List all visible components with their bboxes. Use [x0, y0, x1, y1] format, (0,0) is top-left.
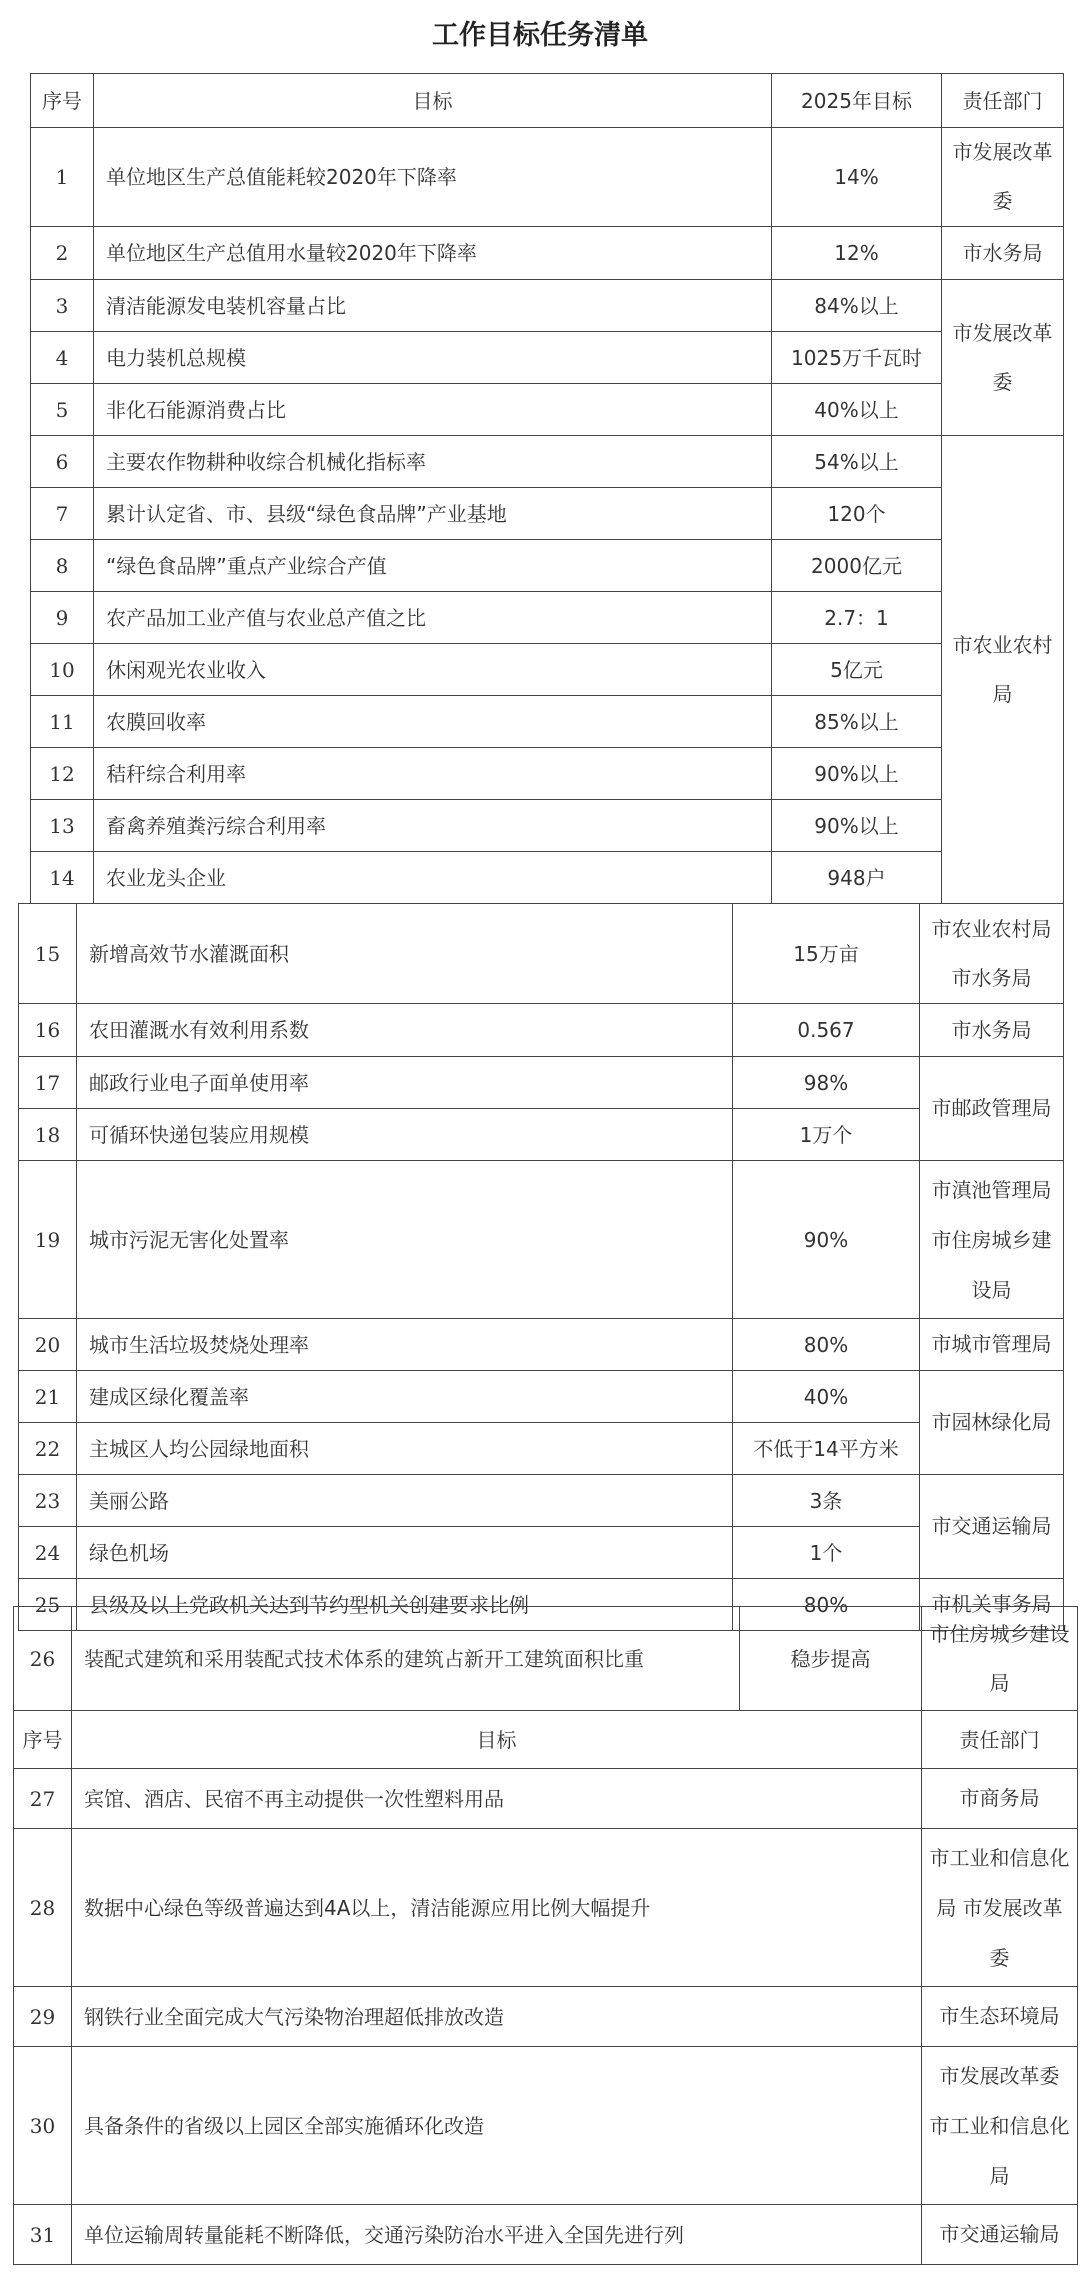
table-row — [19, 1319, 1064, 1371]
header-goal: 2025年目标 — [772, 74, 942, 128]
header2-no: 序号 — [14, 1711, 72, 1769]
row-goal: 12% — [772, 227, 942, 280]
table-row — [31, 800, 1064, 852]
row-target: 可循环快递包装应用规模 — [77, 1109, 733, 1161]
row-target: 单位运输周转量能耗不断降低，交通污染防治水平进入全国先进行列 — [72, 2205, 922, 2265]
row-no: 5 — [31, 384, 94, 436]
row-goal: 14% — [772, 128, 942, 227]
row-goal: 2000亿元 — [772, 540, 942, 592]
row-no: 19 — [19, 1161, 77, 1319]
row-goal: 84%以上 — [772, 280, 942, 332]
row-target: 城市污泥无害化处置率 — [77, 1161, 733, 1319]
row-goal: 90%以上 — [772, 800, 942, 852]
table-row — [31, 852, 1064, 904]
row-target: 畜禽养殖粪污综合利用率 — [94, 800, 772, 852]
row-goal: 54%以上 — [772, 436, 942, 488]
row-target: 清洁能源发电装机容量占比 — [94, 280, 772, 332]
row-no: 20 — [19, 1319, 77, 1371]
row-no: 22 — [19, 1423, 77, 1475]
header2-target: 目标 — [72, 1711, 922, 1769]
row-no: 26 — [14, 1607, 72, 1711]
table-row — [31, 128, 1064, 227]
row-no: 2 — [31, 227, 94, 280]
table-row — [14, 1829, 1078, 1987]
row-target: 农膜回收率 — [94, 696, 772, 748]
row-no: 11 — [31, 696, 94, 748]
row-no: 8 — [31, 540, 94, 592]
table-row — [19, 1371, 1064, 1423]
row-no: 23 — [19, 1475, 77, 1527]
row-target: 新增高效节水灌溉面积 — [77, 904, 733, 1004]
row-no: 1 — [31, 128, 94, 227]
row-goal: 90% — [733, 1161, 920, 1319]
table-row — [14, 1607, 1078, 1711]
table-row — [14, 2205, 1078, 2265]
row-no: 21 — [19, 1371, 77, 1423]
row-goal: 稳步提高 — [740, 1607, 922, 1711]
row-goal: 40%以上 — [772, 384, 942, 436]
row-goal: 948户 — [772, 852, 942, 904]
row-dept: 市水务局 — [942, 227, 1064, 280]
row-no: 14 — [31, 852, 94, 904]
row-goal: 3条 — [733, 1475, 920, 1527]
table-row — [19, 1423, 1064, 1475]
row-no: 28 — [14, 1829, 72, 1987]
table-row — [31, 696, 1064, 748]
row-dept: 市机关事务局 — [920, 1579, 1064, 1631]
table-row — [14, 1987, 1078, 2047]
row-target: “绿色食品牌”重点产业综合产值 — [94, 540, 772, 592]
row-dept: 市工业和信息化局 市发展改革委 — [922, 1829, 1078, 1987]
row-dept: 市农业农村局 — [942, 436, 1064, 904]
table-row — [31, 592, 1064, 644]
task-table-part2 — [18, 903, 1064, 1631]
row-no: 18 — [19, 1109, 77, 1161]
row-target: 具备条件的省级以上园区全部实施循环化改造 — [72, 2047, 922, 2205]
row-no: 4 — [31, 332, 94, 384]
table-row — [31, 384, 1064, 436]
row-target: 主要农作物耕种收综合机械化指标率 — [94, 436, 772, 488]
table-row — [19, 1527, 1064, 1579]
row-dept: 市生态环境局 — [922, 1987, 1078, 2047]
row-goal: 不低于14平方米 — [733, 1423, 920, 1475]
task-table-part1 — [30, 73, 1064, 904]
table-row — [14, 1769, 1078, 1829]
document-title: 工作目标任务清单 — [432, 19, 648, 51]
table-row — [19, 1161, 1064, 1319]
table-row — [14, 2047, 1078, 2205]
row-goal: 120个 — [772, 488, 942, 540]
table-row — [31, 332, 1064, 384]
row-goal: 0.567 — [733, 1004, 920, 1057]
row-target: 休闲观光农业收入 — [94, 644, 772, 696]
row-dept: 市邮政管理局 — [920, 1057, 1064, 1161]
row-target: 县级及以上党政机关达到节约型机关创建要求比例 — [77, 1579, 733, 1631]
header2-dept: 责任部门 — [922, 1711, 1078, 1769]
row-no: 17 — [19, 1057, 77, 1109]
row-target: 秸秆综合利用率 — [94, 748, 772, 800]
row-goal: 80% — [733, 1319, 920, 1371]
row-dept: 市交通运输局 — [920, 1475, 1064, 1579]
row-goal: 15万亩 — [733, 904, 920, 1004]
row-dept: 市水务局 — [920, 1004, 1064, 1057]
row-target: 美丽公路 — [77, 1475, 733, 1527]
row-dept: 市发展改革委 — [942, 128, 1064, 227]
row-target: 累计认定省、市、县级“绿色食品牌”产业基地 — [94, 488, 772, 540]
table-row — [31, 488, 1064, 540]
row-target: 城市生活垃圾焚烧处理率 — [77, 1319, 733, 1371]
row-target: 农田灌溉水有效利用系数 — [77, 1004, 733, 1057]
row-no: 25 — [19, 1579, 77, 1631]
row-goal: 98% — [733, 1057, 920, 1109]
table-row — [19, 1475, 1064, 1527]
table-row — [31, 748, 1064, 800]
row-dept: 市发展改革委 — [942, 280, 1064, 436]
row-no: 27 — [14, 1769, 72, 1829]
table-row — [31, 540, 1064, 592]
row-no: 31 — [14, 2205, 72, 2265]
row-dept: 市农业农村局 市水务局 — [920, 904, 1064, 1004]
row-target: 电力装机总规模 — [94, 332, 772, 384]
row-target: 宾馆、酒店、民宿不再主动提供一次性塑料用品 — [72, 1769, 922, 1829]
row-no: 30 — [14, 2047, 72, 2205]
row-goal: 80% — [733, 1579, 920, 1631]
row-target: 钢铁行业全面完成大气污染物治理超低排放改造 — [72, 1987, 922, 2047]
row-target: 邮政行业电子面单使用率 — [77, 1057, 733, 1109]
table-row — [19, 1057, 1064, 1109]
row-no: 24 — [19, 1527, 77, 1579]
row-no: 12 — [31, 748, 94, 800]
row-target: 单位地区生产总值能耗较2020年下降率 — [94, 128, 772, 227]
row-dept: 市滇池管理局 市住房城乡建设局 — [920, 1161, 1064, 1319]
table-row — [31, 436, 1064, 488]
row-no: 9 — [31, 592, 94, 644]
row-no: 15 — [19, 904, 77, 1004]
row-dept: 市城市管理局 — [920, 1319, 1064, 1371]
row-target: 农产品加工业产值与农业总产值之比 — [94, 592, 772, 644]
table-row — [31, 644, 1064, 696]
row-goal: 1个 — [733, 1527, 920, 1579]
row-goal: 1万个 — [733, 1109, 920, 1161]
row-target: 非化石能源消费占比 — [94, 384, 772, 436]
row-goal: 5亿元 — [772, 644, 942, 696]
header-dept: 责任部门 — [942, 74, 1064, 128]
row-dept: 市商务局 — [922, 1769, 1078, 1829]
row-no: 16 — [19, 1004, 77, 1057]
header-no: 序号 — [31, 74, 94, 128]
row-goal: 90%以上 — [772, 748, 942, 800]
table-row — [19, 1109, 1064, 1161]
row-no: 6 — [31, 436, 94, 488]
row-target: 装配式建筑和采用装配式技术体系的建筑占新开工建筑面积比重 — [72, 1607, 740, 1711]
row-no: 3 — [31, 280, 94, 332]
row-no: 10 — [31, 644, 94, 696]
task-table-part3 — [13, 1606, 1078, 2265]
row-no: 7 — [31, 488, 94, 540]
row-no: 29 — [14, 1987, 72, 2047]
row-goal: 85%以上 — [772, 696, 942, 748]
row-dept: 市发展改革委 市工业和信息化局 — [922, 2047, 1078, 2205]
row-dept: 市交通运输局 — [922, 2205, 1078, 2265]
row-no: 13 — [31, 800, 94, 852]
table-row — [19, 1004, 1064, 1057]
row-goal: 40% — [733, 1371, 920, 1423]
table-row — [31, 280, 1064, 332]
row-target: 数据中心绿色等级普遍达到4A以上，清洁能源应用比例大幅提升 — [72, 1829, 922, 1987]
row-target: 单位地区生产总值用水量较2020年下降率 — [94, 227, 772, 280]
row-dept: 市园林绿化局 — [920, 1371, 1064, 1475]
table-row — [19, 904, 1064, 1004]
row-target: 主城区人均公园绿地面积 — [77, 1423, 733, 1475]
table-row — [31, 227, 1064, 280]
row-goal: 1025万千瓦时 — [772, 332, 942, 384]
row-target: 建成区绿化覆盖率 — [77, 1371, 733, 1423]
row-target: 农业龙头企业 — [94, 852, 772, 904]
row-goal: 2.7：1 — [772, 592, 942, 644]
header-target: 目标 — [94, 74, 772, 128]
row-target: 绿色机场 — [77, 1527, 733, 1579]
row-dept: 市住房城乡建设局 — [922, 1607, 1078, 1711]
